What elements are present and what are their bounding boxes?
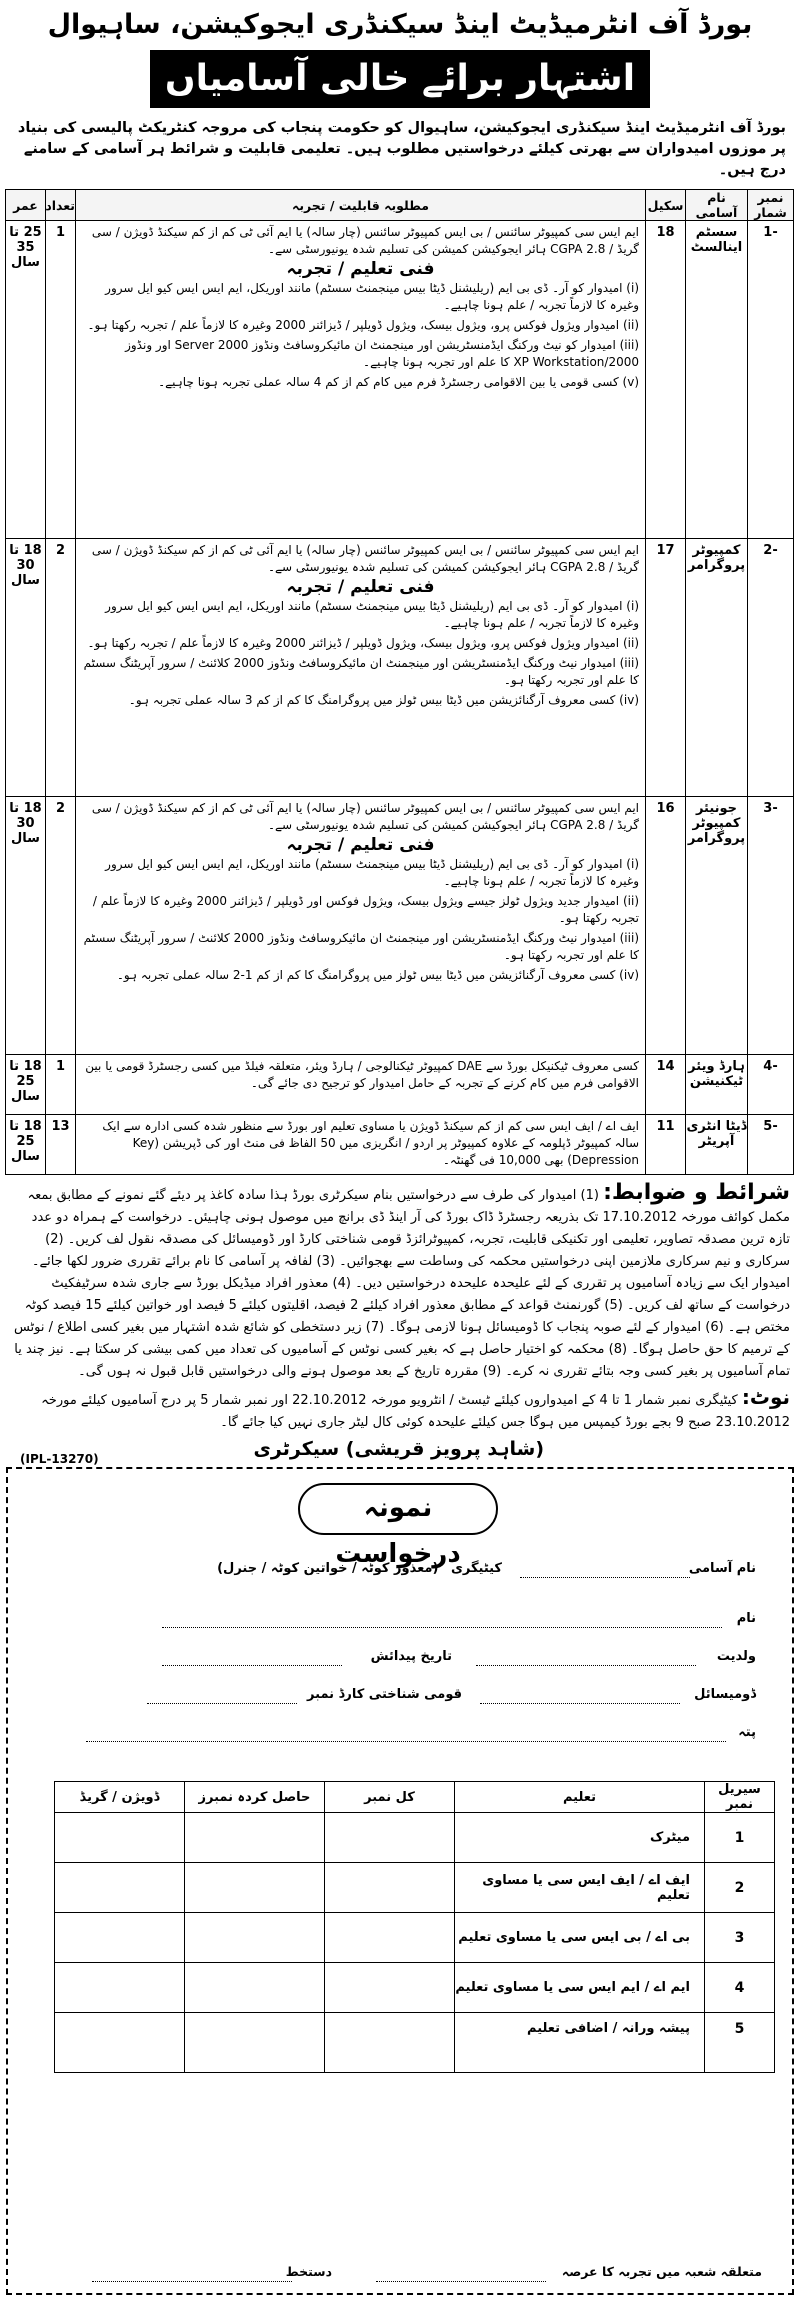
edu-header-total: کل نمبر xyxy=(325,1782,455,1813)
edu-serial: 5 xyxy=(705,2013,775,2073)
edu-level: پیشہ ورانہ / اضافی تعلیم xyxy=(455,2013,705,2073)
vacancy-row xyxy=(6,1115,794,1175)
edu-level: ایم اے / ایم ایس سی یا مساوی تعلیم xyxy=(455,1963,705,2013)
category-label: کیٹیگری xyxy=(450,1561,502,1576)
application-form xyxy=(6,1467,794,2295)
cnic-row xyxy=(307,1687,462,1709)
header-qualification: مطلوبہ قابلیت / تجربہ xyxy=(76,190,646,221)
vacancy-row xyxy=(6,797,794,1055)
technical-subheading: فنی تعلیم / تجربہ xyxy=(286,835,435,855)
edu-serial: 3 xyxy=(705,1913,775,1963)
edu-obtained-cell[interactable] xyxy=(185,1813,325,1863)
cnic-label: قومی شناختی کارڈ نمبر xyxy=(307,1687,462,1702)
edu-level: میٹرک xyxy=(455,1813,705,1863)
technical-subheading: فنی تعلیم / تجربہ xyxy=(286,577,435,597)
edu-total-cell[interactable] xyxy=(325,2013,455,2073)
row-scale: 14 xyxy=(646,1055,686,1115)
row-count: 13 xyxy=(46,1115,76,1175)
advertisement-banner: اشتہار برائے خالی آسامیاں xyxy=(150,50,650,108)
ipl-code: (IPL-13270) xyxy=(20,1452,99,1466)
form-title: نمونہ درخواست xyxy=(298,1483,498,1535)
technical-subheading: فنی تعلیم / تجربہ xyxy=(286,259,435,279)
row-qualification: کسی معروف ٹیکنیکل بورڈ سے DAE کمپیوٹر ٹیکنالوجی / ہارڈ ویئر، متعلقہ فیلڈ میں کسی رجسٹرڈ قومی یا بین الاقوامی فرم میں کام کرنے کے تجربہ کے حامل امیدوار کو ترجیح دی جائے گی۔ xyxy=(76,1055,646,1115)
vacancy-row xyxy=(6,221,794,539)
signature-field[interactable] xyxy=(92,2281,292,2282)
footer-row xyxy=(6,1436,794,1470)
row-age: 18 تا 30 سال xyxy=(6,539,46,797)
edu-division-cell[interactable] xyxy=(55,1863,185,1913)
note-section xyxy=(6,1386,794,1434)
requirement-item: (i) امیدوار کو آر۔ ڈی بی ایم (ریلیشنل ڈیٹا بیس مینجمنٹ سسٹم) مانند اوریکل، ایم ایس ایس کیو ایل سرور وغیرہ کا لازماً تجربہ / علم ہونا چاہیے۔ xyxy=(105,857,639,888)
row-post: ہارڈ ویئر ٹیکنیشن xyxy=(686,1055,748,1115)
terms-text: (1) امیدوار کی طرف سے درخواستیں بنام سیکرٹری بورڈ ہذا سادہ کاغذ پر دیئے گئے نمونے کے مطابق بمعہ مکمل کوائف مورخہ 17.10.2012 تک بذریعہ رجسٹرڈ ڈاک بورڈ کی آر اینڈ ڈی برانچ میں موصول ہونی چاہیئں۔ درخواست کے ہمراہ دو عدد تازہ ترین مصدقہ تصاویر، تعلیمی اور تکنیکی قابلیت، تجربہ، کمپیوٹرائزڈ قومی شناختی کارڈ اور ڈومیسائل کی مصدقہ نقول لف کریں۔ (2) سرکاری و نیم سرکاری ملازمین اپنی درخواستیں محکمہ کی وساطت سے بھجوائیں۔ (3) لفافہ پر آسامی کا نام برائے تقرری ضرور لکھا جائے۔ امیدوار ایک سے زیادہ آسامیوں پر تقرری کے لئے علیحدہ علیحدہ درخواستیں دیں۔ (4) معذور افراد میڈیکل بورڈ سے جاری شدہ سرٹیفکیٹ درخواست کے ساتھ لف کریں۔ (5) گورنمنٹ قواعد کے مطابق معذور افراد کیلئے 2 فیصد، اقلیتوں کیلئے 5 فیصد اور خواتین کیلئے 15 فیصد کوٹہ مختص ہے۔ (6) امیدوار کے لئے صوبہ پنجاب کا ڈومیسائل ہونا لازمی ہوگا۔ (7) زیر دستخطی کو شائع شدہ اشتہار میں بغیر کسی اطلاع / نوٹس کے ترمیم کا حق حاصل ہوگا۔ (8) محکمہ کو اختیار حاصل ہے کہ بغیر کسی نوٹس کے آسامیوں کی تعداد میں کمی بیشی کر سکتا ہے۔ نیز چند یا تمام آسامیوں پر بغیر کسی وجہ بتائے تقرری نہ کرے۔ (9) مقررہ تاریخ کے بعد موصول ہونے والی درخواستیں قابل قبول نہ ہوں گی۔ xyxy=(13,1188,790,1379)
board-title: بورڈ آف انٹرمیڈیٹ اینڈ سیکنڈری ایجوکیشن، ساہیوال xyxy=(47,9,753,40)
domicile-field[interactable] xyxy=(480,1703,680,1704)
degree-requirement: ایم ایس سی کمپیوٹر سائنس / بی ایس کمپیوٹر سائنس (چار سالہ) یا ایم آئی ٹی کم از کم سیکنڈ ڈویژن / سی گریڈ / 2.8 CGPA ہائر ایجوکیشن کمیشن کی تسلیم شدہ یونیورسٹی سے۔ xyxy=(91,801,639,832)
row-count: 2 xyxy=(46,539,76,797)
row-qualification xyxy=(76,539,646,797)
requirement-item: (ii) امیدوار جدید ویژول ٹولز جیسے ویژول بیسک، ویژول فوکس اور ڈویلپر / ڈیزائنر 2000 وغیرہ کا لازماً علم / تجربہ رکھتا ہو۔ xyxy=(92,894,639,925)
name-field[interactable] xyxy=(162,1627,722,1628)
requirement-item: (iii) امیدوار نیٹ ورکنگ ایڈمنسٹریشن اور مینجمنٹ ان مائیکروسافٹ ونڈوز 2000 کلائنٹ / سرور آپریٹنگ سسٹم کا علم اور تجربہ رکھتا ہو۔ xyxy=(83,656,639,687)
requirement-item: (i) امیدوار کو آر۔ ڈی بی ایم (ریلیشنل ڈیٹا بیس مینجمنٹ سسٹم) مانند اوریکل، ایم ایس ایس کیو ایل سرور وغیرہ کا لازماً تجربہ / علم ہونا چاہیے۔ xyxy=(105,281,639,312)
dob-row xyxy=(371,1649,452,1671)
row-scale: 18 xyxy=(646,221,686,539)
experience-field[interactable] xyxy=(376,2281,546,2282)
domicile-row xyxy=(694,1687,756,1709)
header-post: نام آسامی xyxy=(686,190,748,221)
address-label: پتہ xyxy=(738,1725,756,1740)
edu-obtained-cell[interactable] xyxy=(185,1863,325,1913)
father-row xyxy=(717,1649,756,1671)
header-scale: سکیل xyxy=(646,190,686,221)
education-row xyxy=(55,1813,775,1863)
row-serial: -2 xyxy=(748,539,794,797)
education-row xyxy=(55,1963,775,2013)
father-field[interactable] xyxy=(476,1665,696,1666)
requirement-item: (iv) کسی معروف آرگنائزیشن میں ڈیٹا بیس ٹولز میں پروگرامنگ کا کم از کم 1-2 سالہ عملی تجربہ ہو۔ xyxy=(116,968,639,982)
row-count: 1 xyxy=(46,1055,76,1115)
row-age: 18 تا 30 سال xyxy=(6,797,46,1055)
row-post: ڈیٹا انٹری آپریٹر xyxy=(686,1115,748,1175)
requirement-item: (ii) امیدوار ویژول فوکس پرو، ویژول بیسک، ویژول ڈویلپر / ڈیزائنر 2000 وغیرہ کا لازماً علم / تجربہ رکھتا ہو۔ xyxy=(87,636,639,650)
edu-total-cell[interactable] xyxy=(325,1813,455,1863)
edu-header-division: ڈویژن / گریڈ xyxy=(55,1782,185,1813)
requirement-item: (ii) امیدوار ویژول فوکس پرو، ویژول بیسک، ویژول ڈویلپر / ڈیزائنر 2000 وغیرہ کا لازماً علم / تجربہ رکھتا ہو۔ xyxy=(87,318,639,332)
vacancy-row xyxy=(6,539,794,797)
requirement-item: (iii) امیدوار نیٹ ورکنگ ایڈمنسٹریشن اور مینجمنٹ ان مائیکروسافٹ ونڈوز 2000 کلائنٹ / سرور آپریٹنگ سسٹم کا علم اور تجربہ رکھتا ہو۔ xyxy=(83,931,639,962)
note-heading: نوٹ: xyxy=(741,1385,790,1409)
edu-obtained-cell[interactable] xyxy=(185,1963,325,2013)
name-row xyxy=(737,1611,756,1633)
row-age: 18 تا 25 سال xyxy=(6,1055,46,1115)
name-label: نام xyxy=(736,1611,756,1626)
edu-obtained-cell[interactable] xyxy=(185,1913,325,1963)
category-options: (معذور کوٹہ / خواتین کوٹہ / جنرل) xyxy=(217,1561,439,1576)
dob-field[interactable] xyxy=(162,1665,342,1666)
education-table xyxy=(54,1781,775,2073)
address-field[interactable] xyxy=(86,1741,726,1742)
row-serial: -4 xyxy=(748,1055,794,1115)
dob-label: تاریخ پیدائش xyxy=(370,1649,452,1664)
edu-total-cell[interactable] xyxy=(325,1963,455,2013)
edu-level: بی اے / بی ایس سی یا مساوی تعلیم xyxy=(455,1913,705,1963)
row-post: سسٹم اینالسٹ xyxy=(686,221,748,539)
terms-and-conditions xyxy=(6,1182,794,1383)
post-field[interactable] xyxy=(520,1577,690,1578)
requirement-item: (i) امیدوار کو آر۔ ڈی بی ایم (ریلیشنل ڈیٹا بیس مینجمنٹ سسٹم) مانند اوریکل، ایم ایس ایس کیو ایل سرور وغیرہ کا لازماً تجربہ / علم ہونا چاہیے۔ xyxy=(105,599,639,630)
row-scale: 11 xyxy=(646,1115,686,1175)
edu-total-cell[interactable] xyxy=(325,1913,455,1963)
post-row xyxy=(689,1561,756,1583)
intro-paragraph: بورڈ آف انٹرمیڈیٹ اینڈ سیکنڈری ایجوکیشن، ساہیوال کو حکومت پنجاب کی مروجہ کنٹریکٹ پالیسی کی بنیاد پر موزوں امیدواران سے بھرتی کیلئے درخواستیں مطلوب ہیں۔ تعلیمی قابلیت و شرائط ہر آسامی کے سامنے درج ہیں۔ xyxy=(17,120,786,178)
edu-division-cell[interactable] xyxy=(55,1813,185,1863)
education-row xyxy=(55,2013,775,2073)
domicile-label: ڈومیسائل xyxy=(694,1687,756,1702)
edu-serial: 4 xyxy=(705,1963,775,2013)
header-age: عمر xyxy=(6,190,46,221)
edu-division-cell[interactable] xyxy=(55,1963,185,2013)
vacancy-table-header xyxy=(6,190,794,221)
requirement-item: (iii) امیدوار کو نیٹ ورکنگ ایڈمنسٹریشن اور مینجمنٹ ان مائیکروسافٹ ونڈوز 2000 Server اور ونڈوز 2000/XP Workstation کا علم اور تجربہ ہونا چاہیے۔ xyxy=(125,338,639,369)
address-row xyxy=(738,1725,756,1747)
experience-label: متعلقہ شعبہ میں تجربہ کا عرصہ xyxy=(561,2264,762,2279)
form-footer xyxy=(38,2264,762,2286)
sign-label: دستخط xyxy=(285,2264,332,2279)
row-scale: 17 xyxy=(646,539,686,797)
edu-division-cell[interactable] xyxy=(55,1913,185,1963)
edu-level: ایف اے / ایف ایس سی یا مساوی تعلیم xyxy=(455,1863,705,1913)
category-row xyxy=(217,1561,502,1583)
edu-header-serial: سیریل نمبر xyxy=(705,1782,775,1813)
terms-heading: شرائط و ضوابط: xyxy=(603,1180,790,1205)
row-qualification: ایف اے / ایف ایس سی کم از کم سیکنڈ ڈویژن یا مساوی تعلیم اور بورڈ سے منظور شدہ کسی ادارہ سے ایک سالہ کمپیوٹر ڈپلومہ کے علاوہ کمپیوٹر پر اردو / انگریزی میں 50 الفاظ فی منٹ اور کی ڈپریشن (Key Depression) بھی 10,000 فی گھنٹہ۔ xyxy=(76,1115,646,1175)
edu-header-obtained: حاصل کردہ نمبرز xyxy=(185,1782,325,1813)
job-advertisement xyxy=(6,4,794,2297)
row-age: 25 تا 35 سال xyxy=(6,221,46,539)
requirement-item: (iv) کسی معروف آرگنائزیشن میں ڈیٹا بیس ٹولز میں پروگرامنگ کا کم از کم 3 سالہ عملی تجربہ ہو۔ xyxy=(128,693,639,707)
note-text: کیٹیگری نمبر شمار 1 تا 4 کے امیدواروں کیلئے ٹیسٹ / انٹرویو مورخہ 22.10.2012 اور نمبر شمار 5 پر درج آسامیوں کیلئے مورخہ 23.10.2012 صبح 9 بجے بورڈ کیمپس میں ہوگا جس کیلئے علیحدہ کوئی کال لیٹر جاری نہیں کیا جائے گا۔ xyxy=(41,1393,790,1430)
row-qualification xyxy=(76,797,646,1055)
edu-serial: 2 xyxy=(705,1863,775,1913)
header-serial: نمبر شمار xyxy=(748,190,794,221)
edu-total-cell[interactable] xyxy=(325,1863,455,1913)
education-header xyxy=(55,1782,775,1813)
degree-requirement: ایم ایس سی کمپیوٹر سائنس / بی ایس کمپیوٹر سائنس (چار سالہ) یا ایم آئی ٹی کم از کم سیکنڈ ڈویژن / سی گریڈ / 2.8 CGPA ہائر ایجوکیشن کمیشن کی تسلیم شدہ یونیورسٹی سے۔ xyxy=(91,225,639,256)
row-post: کمپیوٹر پروگرامر xyxy=(686,539,748,797)
vacancy-table xyxy=(5,189,794,1175)
row-age: 18 تا 25 سال xyxy=(6,1115,46,1175)
secretary-signature: (شاہد پرویز قریشی) سیکرٹری xyxy=(253,1438,544,1460)
degree-requirement: ایم ایس سی کمپیوٹر سائنس / بی ایس کمپیوٹر سائنس (چار سالہ) یا ایم آئی ٹی کم از کم سیکنڈ ڈویژن / سی گریڈ / 2.8 CGPA ہائر ایجوکیشن کمیشن کی تسلیم شدہ یونیورسٹی سے۔ xyxy=(91,543,639,574)
edu-division-cell[interactable] xyxy=(55,2013,185,2073)
edu-serial: 1 xyxy=(705,1813,775,1863)
father-label: ولدیت xyxy=(716,1649,756,1664)
education-row xyxy=(55,1863,775,1913)
edu-obtained-cell[interactable] xyxy=(185,2013,325,2073)
row-serial: -1 xyxy=(748,221,794,539)
row-count: 1 xyxy=(46,221,76,539)
education-row xyxy=(55,1913,775,1963)
requirement-item: (v) کسی قومی یا بین الاقوامی رجسٹرڈ فرم میں کام کم از کم 4 سالہ عملی تجربہ ہونا چاہیے۔ xyxy=(158,375,639,389)
edu-header-education: تعلیم xyxy=(455,1782,705,1813)
row-post: جونیئر کمپیوٹر پروگرامر xyxy=(686,797,748,1055)
row-serial: -5 xyxy=(748,1115,794,1175)
header-count: تعداد xyxy=(46,190,76,221)
cnic-field[interactable] xyxy=(147,1703,297,1704)
vacancy-row xyxy=(6,1055,794,1115)
row-serial: -3 xyxy=(748,797,794,1055)
row-count: 2 xyxy=(46,797,76,1055)
row-qualification xyxy=(76,221,646,539)
row-scale: 16 xyxy=(646,797,686,1055)
post-label: نام آسامی xyxy=(688,1561,756,1576)
